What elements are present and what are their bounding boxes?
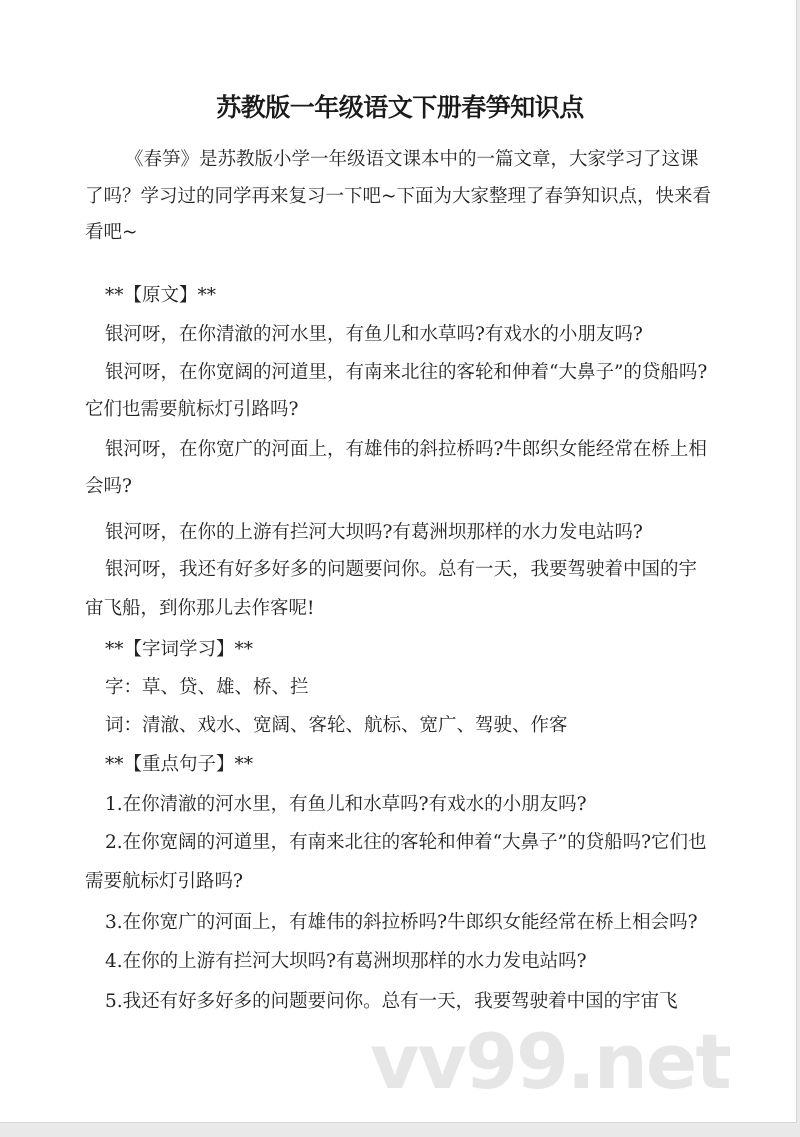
text-line: 字：草、贷、雄、桥、拦 (105, 677, 309, 698)
text-line: 银河呀，在你宽广的河面上，有雄伟的斜拉桥吗?牛郎织女能经常在桥上相 (105, 439, 707, 460)
text-line: 宙飞船，到你那儿去作客呢! (85, 598, 315, 619)
text-line: 银河呀，在你清澈的河水里，有鱼儿和水草吗?有戏水的小朋友吗? (105, 324, 643, 345)
text-line: 1.在你清澈的河水里，有鱼儿和水草吗?有戏水的小朋友吗? (105, 794, 587, 815)
document-title: 苏教版一年级语文下册春笋知识点 (216, 93, 584, 122)
text-line: 了吗？学习过的同学再来复习一下吧~下面为大家整理了春笋知识点，快来看 (85, 186, 712, 207)
text-line: 4.在你的上游有拦河大坝吗?有葛洲坝那样的水力发电站吗? (105, 951, 587, 972)
text-line: 银河呀，在你的上游有拦河大坝吗?有葛洲坝那样的水力发电站吗? (105, 522, 643, 543)
text-line: 5.我还有好多好多的问题要问你。总有一天，我要驾驶着中国的宇宙飞 (105, 991, 678, 1012)
text-line: **【字词学习】** (105, 639, 254, 660)
text-line: 《春笋》是苏教版小学一年级语文课本中的一篇文章，大家学习了这课 (125, 149, 699, 170)
text-line: 3.在你宽广的河面上，有雄伟的斜拉桥吗?牛郎织女能经常在桥上相会吗? (105, 912, 698, 933)
text-line: 2.在你宽阔的河道里，有南来北往的客轮和伸着“大鼻子”的贷船吗?它们也 (105, 832, 707, 853)
text-line: **【重点句子】** (105, 754, 254, 775)
text-line: 词：清澈、戏水、宽阔、客轮、航标、宽广、驾驶、作客 (105, 715, 568, 736)
watermark: vv99.net (370, 1017, 730, 1106)
text-line: 看吧~ (85, 222, 138, 243)
text-line: 需要航标灯引路吗? (85, 871, 243, 892)
text-line: 银河呀，我还有好多好多的问题要问你。总有一天，我要驾驶着中国的宇 (105, 559, 698, 580)
text-line: 会吗? (85, 476, 132, 497)
text-line: **【原文】** (105, 285, 217, 306)
text-line: 它们也需要航标灯引路吗? (85, 399, 299, 420)
text-line: 银河呀，在你宽阔的河道里，有南来北往的客轮和伸着“大鼻子”的贷船吗? (105, 362, 708, 383)
